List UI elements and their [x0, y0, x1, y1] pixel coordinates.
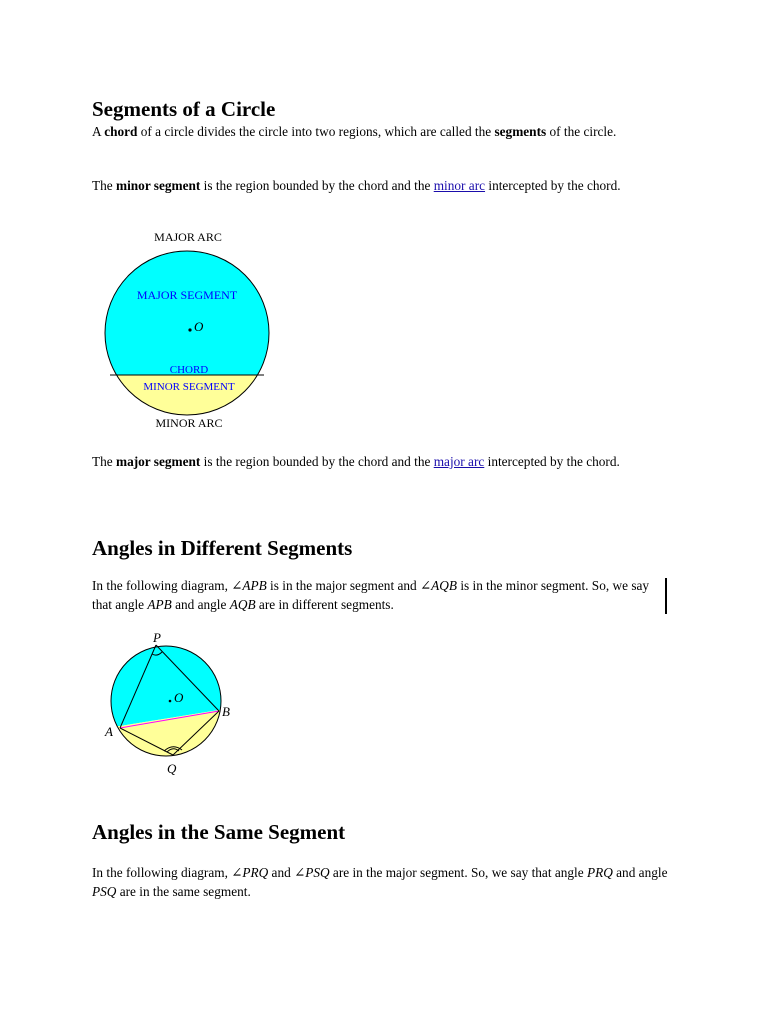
text: and angle	[171, 596, 230, 612]
different-segments-diagram	[92, 627, 252, 779]
major-arc-link[interactable]: major arc	[433, 454, 485, 469]
term-chord: chord	[104, 124, 138, 139]
math-prq: PRQ	[586, 865, 613, 880]
term-segments: segments	[494, 124, 547, 139]
label-center-o: O	[194, 319, 204, 334]
label-minor-arc: MINOR ARC	[155, 416, 223, 430]
text: intercepted by the chord.	[484, 454, 620, 469]
term-minor-segment: minor segment	[116, 178, 201, 193]
paragraph-major-segment	[92, 453, 672, 472]
text: The	[92, 178, 116, 193]
text-cursor	[665, 578, 667, 614]
math-apb: APB	[147, 596, 172, 612]
text: A	[92, 124, 105, 139]
math-aqb: AQB	[229, 596, 256, 612]
math-prq: PRQ	[242, 865, 269, 880]
center-point	[188, 328, 191, 331]
segments-diagram	[90, 226, 272, 436]
text: is in the minor segment. So, we say that angle	[92, 578, 650, 612]
text: is in the major segment and ∠	[266, 578, 432, 593]
label-o: O	[174, 690, 184, 705]
paragraph-minor-segment	[92, 177, 672, 196]
text: The	[92, 454, 116, 469]
paragraph-different-segments	[92, 577, 666, 614]
text: are in different segments.	[255, 596, 394, 612]
text: are in the same segment.	[116, 883, 251, 899]
term-major-segment: major segment	[116, 454, 201, 469]
heading-segments-of-a-circle: Segments of a Circle	[92, 97, 276, 121]
math-aqb: AQB	[431, 578, 457, 593]
paragraph-same-segment	[92, 864, 684, 901]
label-b: B	[222, 704, 230, 719]
text: intercepted by the chord.	[485, 178, 621, 193]
text: is the region bounded by the chord and the	[200, 454, 434, 469]
label-major-arc: MAJOR ARC	[154, 230, 222, 244]
text: In the following diagram, ∠	[92, 865, 243, 880]
math-apb: APB	[242, 578, 267, 593]
label-a: A	[105, 724, 113, 739]
heading-angles-in-the-same-segment: Angles in the Same Segment	[92, 820, 346, 844]
label-major-segment: MAJOR SEGMENT	[136, 288, 238, 302]
text: In the following diagram, ∠	[92, 578, 243, 593]
heading-angles-in-different-segments: Angles in Different Segments	[92, 536, 353, 560]
math-psq: PSQ	[92, 883, 117, 899]
label-p: P	[153, 630, 161, 645]
minor-arc-link[interactable]: minor arc	[433, 178, 486, 193]
text: of a circle divides the circle into two regions, which are called the	[137, 124, 495, 139]
label-q: Q	[167, 761, 177, 776]
label-chord: CHORD	[169, 364, 209, 376]
paragraph-chord-definition	[92, 123, 672, 142]
center-point	[169, 700, 172, 703]
text: is the region bounded by the chord and the	[200, 178, 434, 193]
text: and angle	[612, 865, 668, 880]
label-minor-segment: MINOR SEGMENT	[143, 381, 235, 393]
text: of the circle.	[546, 124, 617, 139]
text: are in the major segment. So, we say that angle	[329, 865, 587, 880]
math-psq: PSQ	[305, 865, 330, 880]
text: and ∠	[268, 865, 306, 880]
